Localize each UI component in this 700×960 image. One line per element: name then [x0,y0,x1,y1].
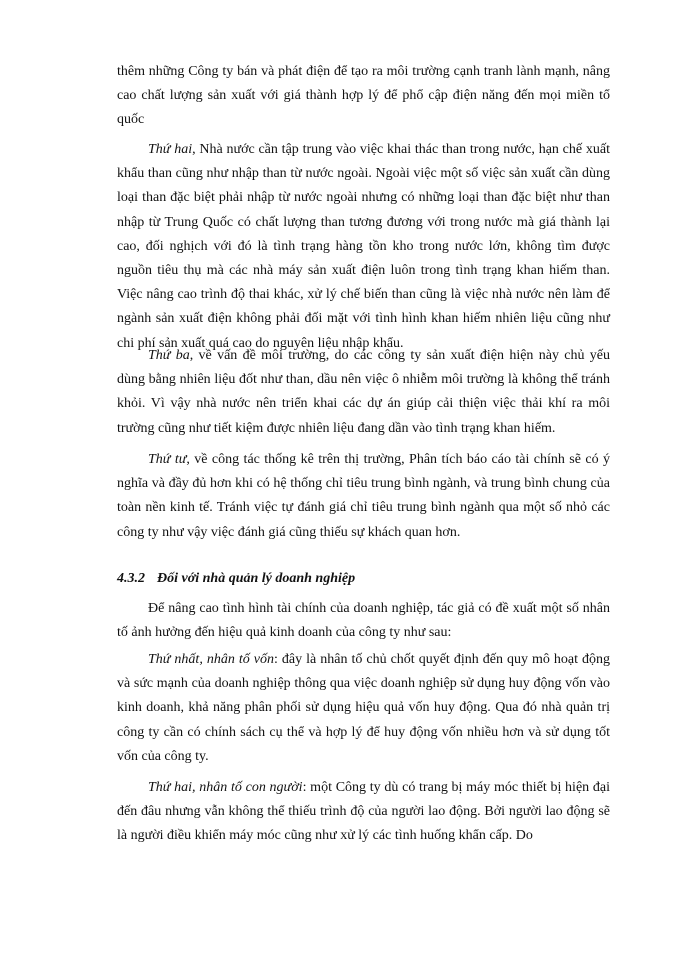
paragraph-text: thêm những Công ty bán và phát điện để tạo ra môi trường cạnh tranh lành mạnh, nâng cao chất lượng sản xuất với giá thành hợp lý để phổ cập điện năng đến mọi miền tổ quốc [117,64,610,128]
paragraph-lead: Thứ nhất, nhân tố vốn [148,652,274,667]
section-heading [117,571,610,587]
paragraph-de-nang-cao [117,597,610,645]
paragraph-text: , về công tác thống kê trên thị trường, Phân tích báo cáo tài chính sẽ có ý nghĩa và đầy đủ hơn khi có hệ thống chỉ tiêu trung bình ngành, và trung bình chung của toàn nền kinh tế. Tránh việc tự đánh giá chỉ tiêu trung bình ngành qua một số nhỏ các công ty như vậy việc đánh giá cũng thiếu sự khách quan hơn. [117,452,611,540]
section-number: 4.3.2 [117,571,145,586]
paragraph-intro-continuation [117,60,610,133]
paragraph-lead: Thứ tư [148,452,187,467]
paragraph-text: Để nâng cao tình hình tài chính của doanh nghiệp, tác giả có đề xuất một số nhân tố ảnh hưởng đến hiệu quả kinh doanh của công ty như sau: [117,601,610,641]
paragraph-lead: Thứ ba [148,348,190,363]
paragraph-nhan-to-con-nguoi [117,776,610,849]
paragraph-thu-hai [117,138,610,356]
paragraph-text: , về vấn đề môi trường, do các công ty sản xuất điện hiện này chủ yếu dùng bằng nhiên liệu đốt như than, dầu nên việc ô nhiễm môi trường là không thể tránh khỏi. Vì vậy nhà nước nên triển khai các dự án giúp cải thiện việc thải khí ra môi trường cũng như tiết kiệm được nhiên liệu đang dần vào tình trạng khan hiếm. [117,348,610,436]
paragraph-nhan-to-von [117,648,610,769]
paragraph-thu-ba [117,344,610,441]
paragraph-text: : đây là nhân tố chủ chốt quyết định đến quy mô hoạt động và sức mạnh của doanh nghiệp thông qua việc doanh nghiệp sử dụng huy động vốn vào kinh doanh, khả năng phân phối sử dụng hiệu quả vốn huy động. Qua đó nhà quản trị công ty cần có chính sách cụ thể và hợp lý để huy động vốn nhiều hơn và sử dụng tốt vốn của công ty. [117,652,611,764]
paragraph-text: : một Công ty dù có trang bị máy móc thiết bị hiện đại đến đâu nhưng vẫn không thể thiếu trình độ của người lao động. Bởi người lao động sẽ là người điều khiển máy móc cũng như xử lý các tình huống khẩn cấp. Do [117,780,610,844]
paragraph-lead: Thứ hai, nhân tố con người [148,780,303,795]
paragraph-thu-tu [117,448,610,545]
section-title: Đối với nhà quản lý doanh nghiệp [157,571,356,586]
paragraph-text: , Nhà nước cần tập trung vào việc khai thác than trong nước, hạn chế xuất khẩu than cũng như nhập than từ nước ngoài. Ngoài việc một số việc sản xuất cần dùng loại than đặc biệt phải nhập từ nước ngoài nhưng có những loại than đặc biệt như than nhập từ Trung Quốc có chất lượng than tương đương với trong nước mà giá thành lại cao, đối nghịch với đó là tình trạng hàng tồn kho trong nước lớn, không tìm được nguồn tiêu thụ mà các nhà máy sản xuất điện luôn trong tình trạng khan hiếm than. Việc nâng cao trình độ thai khác, xử lý chế biến than cũng là việc nhà nước nên làm để ngành sản xuất điện không phải đối mặt với tình hình khan hiếm nhiên liệu cũng như chi phí sản xuất quá cao do nguyên liệu nhập khẩu. [117,142,610,351]
paragraph-lead: Thứ hai [148,142,193,157]
